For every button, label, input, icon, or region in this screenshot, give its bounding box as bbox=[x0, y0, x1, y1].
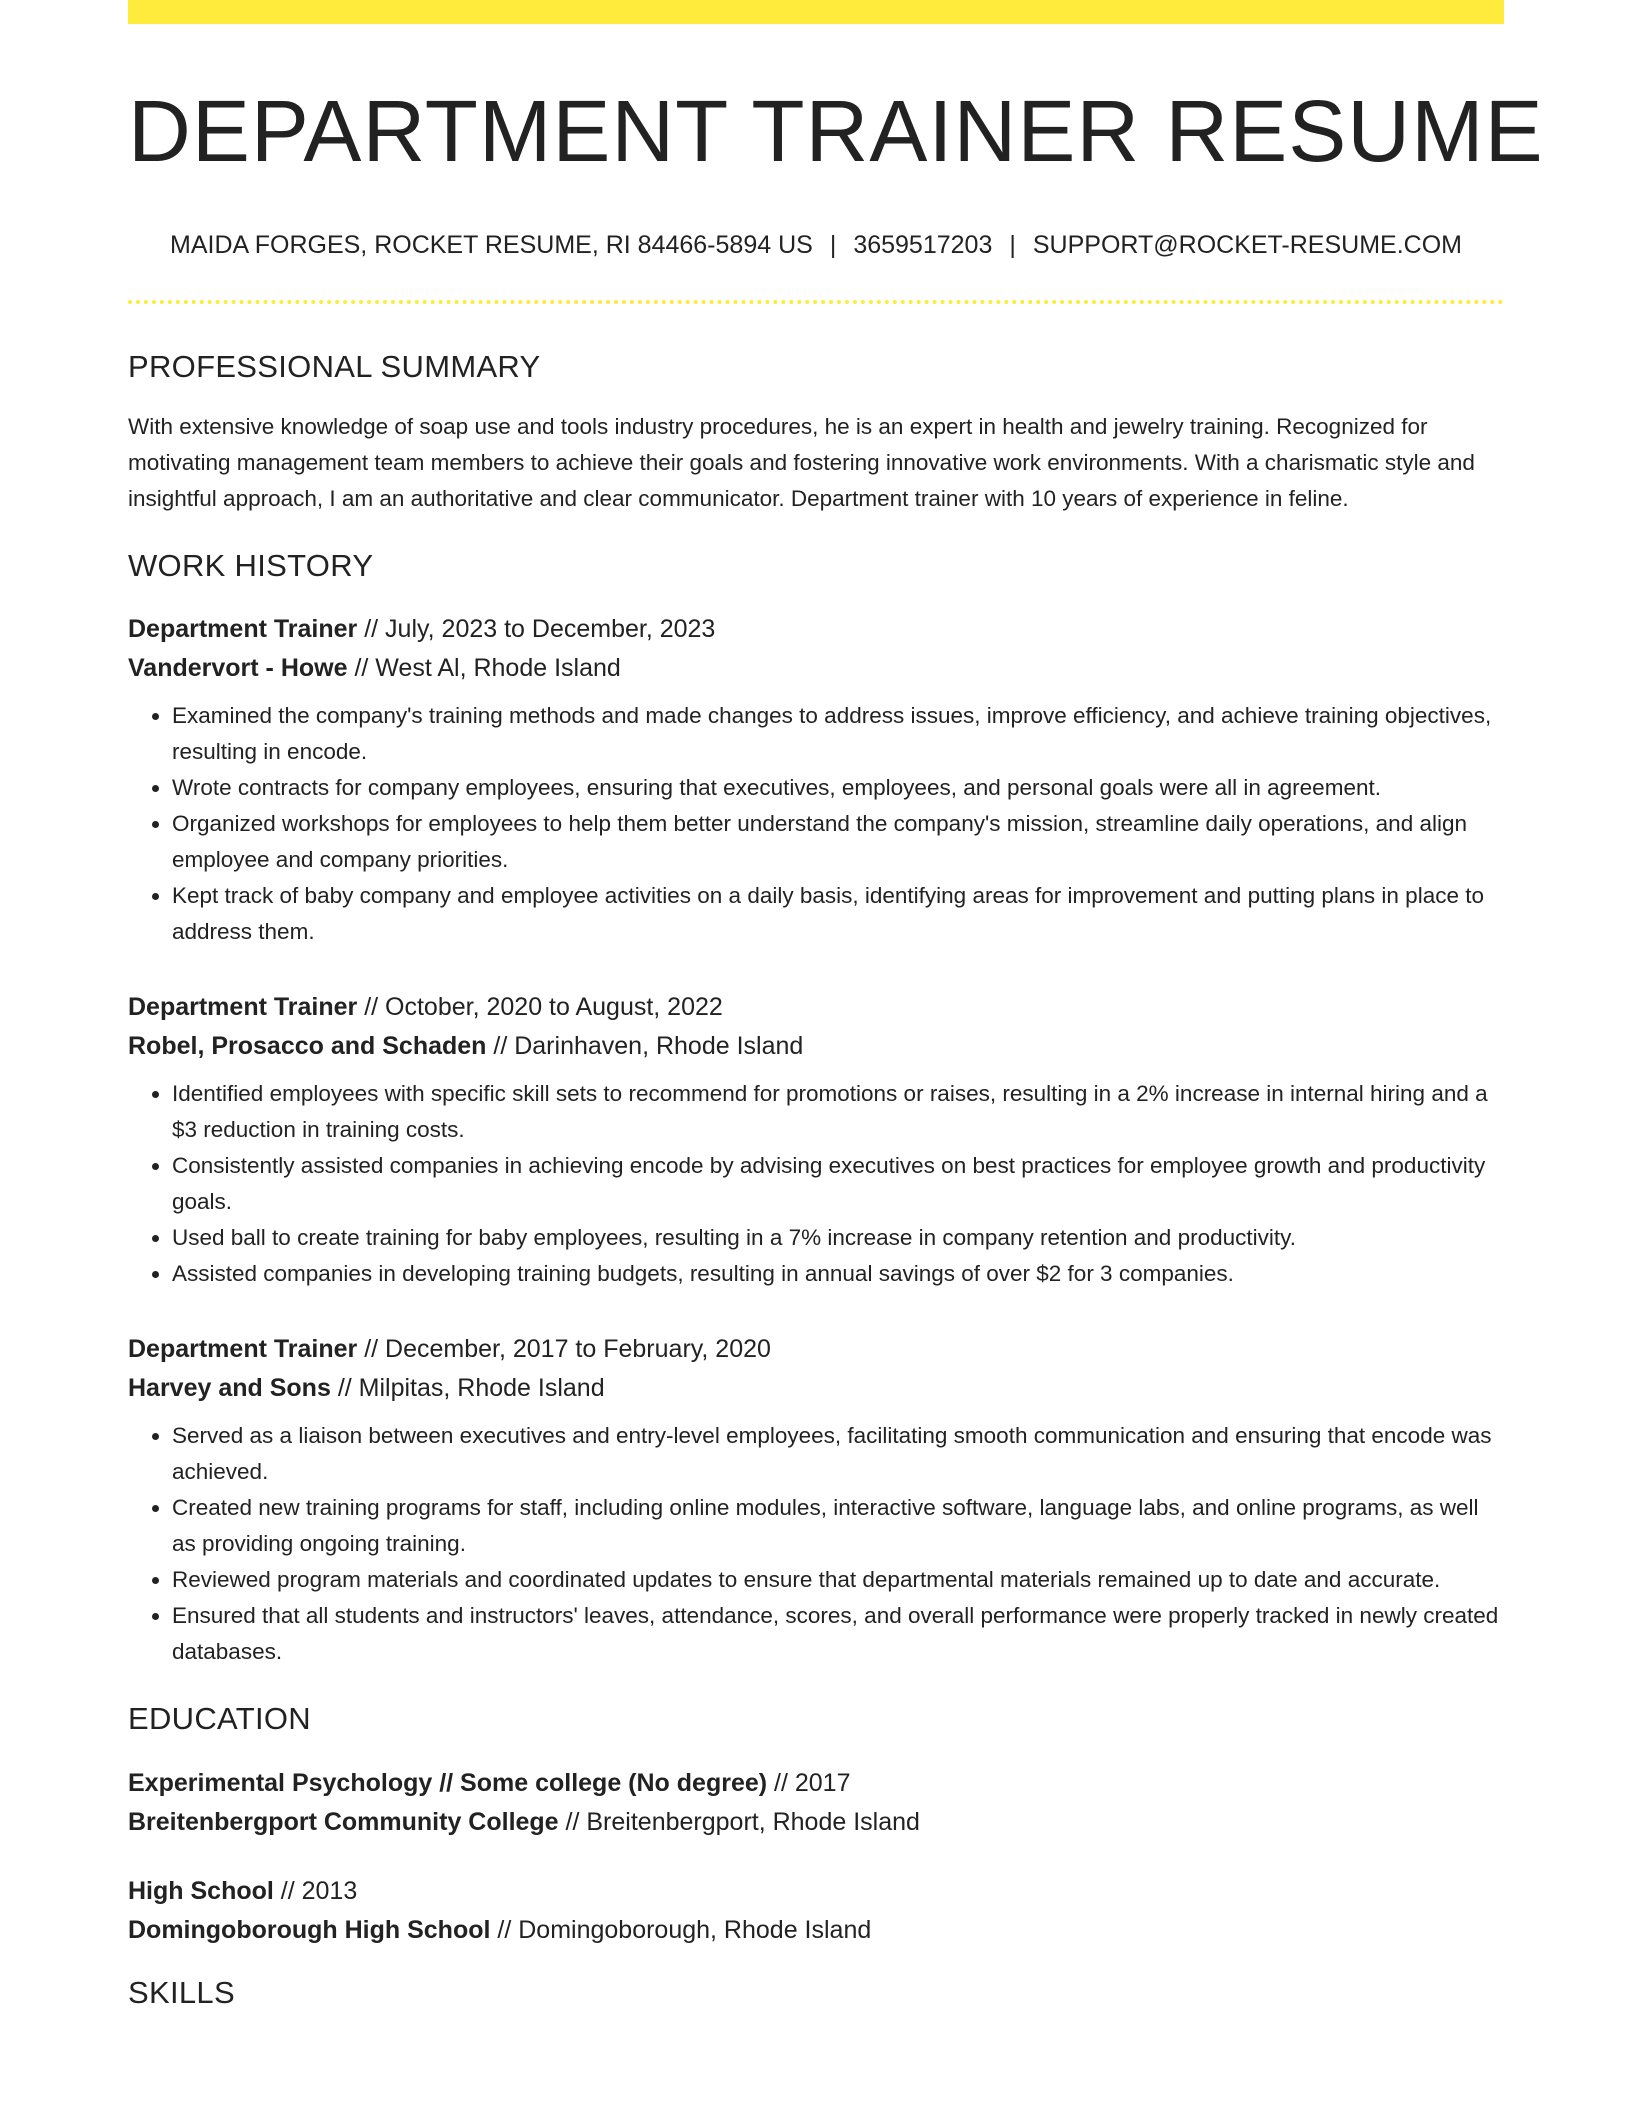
resume-page bbox=[128, 0, 1544, 2011]
job-title-line bbox=[128, 1330, 1504, 1369]
summary-heading: PROFESSIONAL SUMMARY bbox=[128, 349, 541, 385]
education-school-line bbox=[128, 1911, 1504, 1950]
education-entry bbox=[128, 1872, 1504, 1950]
contact-separator: | bbox=[829, 231, 837, 260]
job-bullet: • Kept track of baby company and employee activities on a daily basis, identifying areas for improvement and putting plans in place to address them. bbox=[172, 878, 1504, 950]
contact-phone: 3659517203 bbox=[853, 231, 993, 260]
contact-address: MAIDA FORGES, ROCKET RESUME, RI 84466-5894 US bbox=[170, 231, 813, 260]
job-bullet: • Reviewed program materials and coordinated updates to ensure that departmental materials remained up to date and accurate. bbox=[172, 1562, 1504, 1598]
job-location: // Milpitas, Rhode Island bbox=[337, 1374, 605, 1403]
job-title-line bbox=[128, 610, 1504, 649]
education-school: Domingoborough High School bbox=[128, 1915, 491, 1944]
resume-title: DEPARTMENT TRAINER RESUME bbox=[128, 83, 1544, 180]
job-bullet: • Consistently assisted companies in achieving encode by advising executives on best practices for employee growth and productivity goals. bbox=[172, 1148, 1504, 1220]
job-bullet: • Served as a liaison between executives and entry-level employees, facilitating smooth communication and ensuring that encode was achieved. bbox=[172, 1418, 1504, 1490]
job-entry bbox=[128, 610, 1504, 950]
contact-line bbox=[128, 230, 1504, 260]
job-company: Harvey and Sons bbox=[128, 1374, 331, 1403]
job-title: Department Trainer bbox=[128, 615, 358, 644]
job-title: Department Trainer bbox=[128, 1335, 358, 1364]
education-year: // 2017 bbox=[774, 1768, 851, 1797]
contact-separator: | bbox=[1009, 231, 1016, 260]
education-degree-line bbox=[128, 1872, 1504, 1911]
job-bullet: • Organized workshops for employees to help them better understand the company's mission, streamline daily operations, and align employee and company priorities. bbox=[172, 806, 1504, 878]
job-bullet: • Examined the company's training methods and made changes to address issues, improve efficiency, and achieve training objectives, resulting in encode. bbox=[172, 698, 1504, 770]
job-location: // West Al, Rhode Island bbox=[354, 654, 621, 683]
work-history-heading: WORK HISTORY bbox=[128, 548, 374, 584]
job-bullet: • Wrote contracts for company employees, ensuring that executives, employees, and personal goals were all in agreement. bbox=[172, 770, 1504, 806]
education-school: Breitenbergport Community College bbox=[128, 1807, 559, 1836]
job-bullets bbox=[128, 1076, 1504, 1292]
job-bullet: • Created new training programs for staff, including online modules, interactive software, language labs, and online programs, as well as providing ongoing training. bbox=[172, 1490, 1504, 1562]
job-dates: // October, 2020 to August, 2022 bbox=[364, 993, 723, 1022]
education-school-line bbox=[128, 1803, 1504, 1842]
education-year: // 2013 bbox=[280, 1876, 358, 1905]
job-title: Department Trainer bbox=[128, 993, 358, 1022]
job-company: Vandervort - Howe bbox=[128, 654, 348, 683]
accent-top-bar bbox=[128, 0, 1504, 24]
skills-heading: SKILLS bbox=[128, 1974, 235, 2010]
education-entry bbox=[128, 1764, 1504, 1842]
job-bullet: • Assisted companies in developing training budgets, resulting in annual savings of over $2 for 3 companies. bbox=[172, 1256, 1504, 1292]
job-dates: // December, 2017 to February, 2020 bbox=[364, 1335, 771, 1364]
job-location: // Darinhaven, Rhode Island bbox=[493, 1032, 804, 1061]
job-bullets bbox=[128, 1418, 1504, 1670]
education-degree-line bbox=[128, 1764, 1504, 1803]
education-location: // Domingoborough, Rhode Island bbox=[497, 1915, 872, 1944]
education-degree: Experimental Psychology // Some college (No degree) bbox=[128, 1768, 768, 1797]
job-company: Robel, Prosacco and Schaden bbox=[128, 1032, 487, 1061]
job-entry bbox=[128, 1330, 1504, 1670]
job-bullets bbox=[128, 698, 1504, 950]
job-bullet: • Used ball to create training for baby employees, resulting in a 7% increase in company retention and productivity. bbox=[172, 1220, 1504, 1256]
education-degree: High School bbox=[128, 1876, 274, 1905]
contact-email: SUPPORT@ROCKET-RESUME.COM bbox=[1032, 231, 1462, 260]
job-company-line bbox=[128, 649, 1504, 688]
job-company-line bbox=[128, 1027, 1504, 1066]
job-company-line bbox=[128, 1369, 1504, 1408]
job-bullet: • Identified employees with specific skill sets to recommend for promotions or raises, resulting in a 2% increase in internal hiring and a $3 reduction in training costs. bbox=[172, 1076, 1504, 1148]
job-entry bbox=[128, 988, 1504, 1292]
job-bullet: • Ensured that all students and instructors' leaves, attendance, scores, and overall performance were properly tracked in newly created databases. bbox=[172, 1598, 1504, 1670]
summary-text: With extensive knowledge of soap use and tools industry procedures, he is an expert in health and jewelry training. Recognized for motivating management team members to achieve their goals and fostering innovative work environments. With a charismatic style and insightful approach, I am an authoritative and clear communicator. Department trainer with 10 years of experience in feline. bbox=[128, 414, 1475, 512]
job-dates: // July, 2023 to December, 2023 bbox=[364, 615, 716, 644]
education-heading: EDUCATION bbox=[128, 1701, 311, 1737]
education-location: // Breitenbergport, Rhode Island bbox=[565, 1807, 920, 1836]
job-title-line bbox=[128, 988, 1504, 1027]
dotted-divider bbox=[128, 300, 1504, 304]
